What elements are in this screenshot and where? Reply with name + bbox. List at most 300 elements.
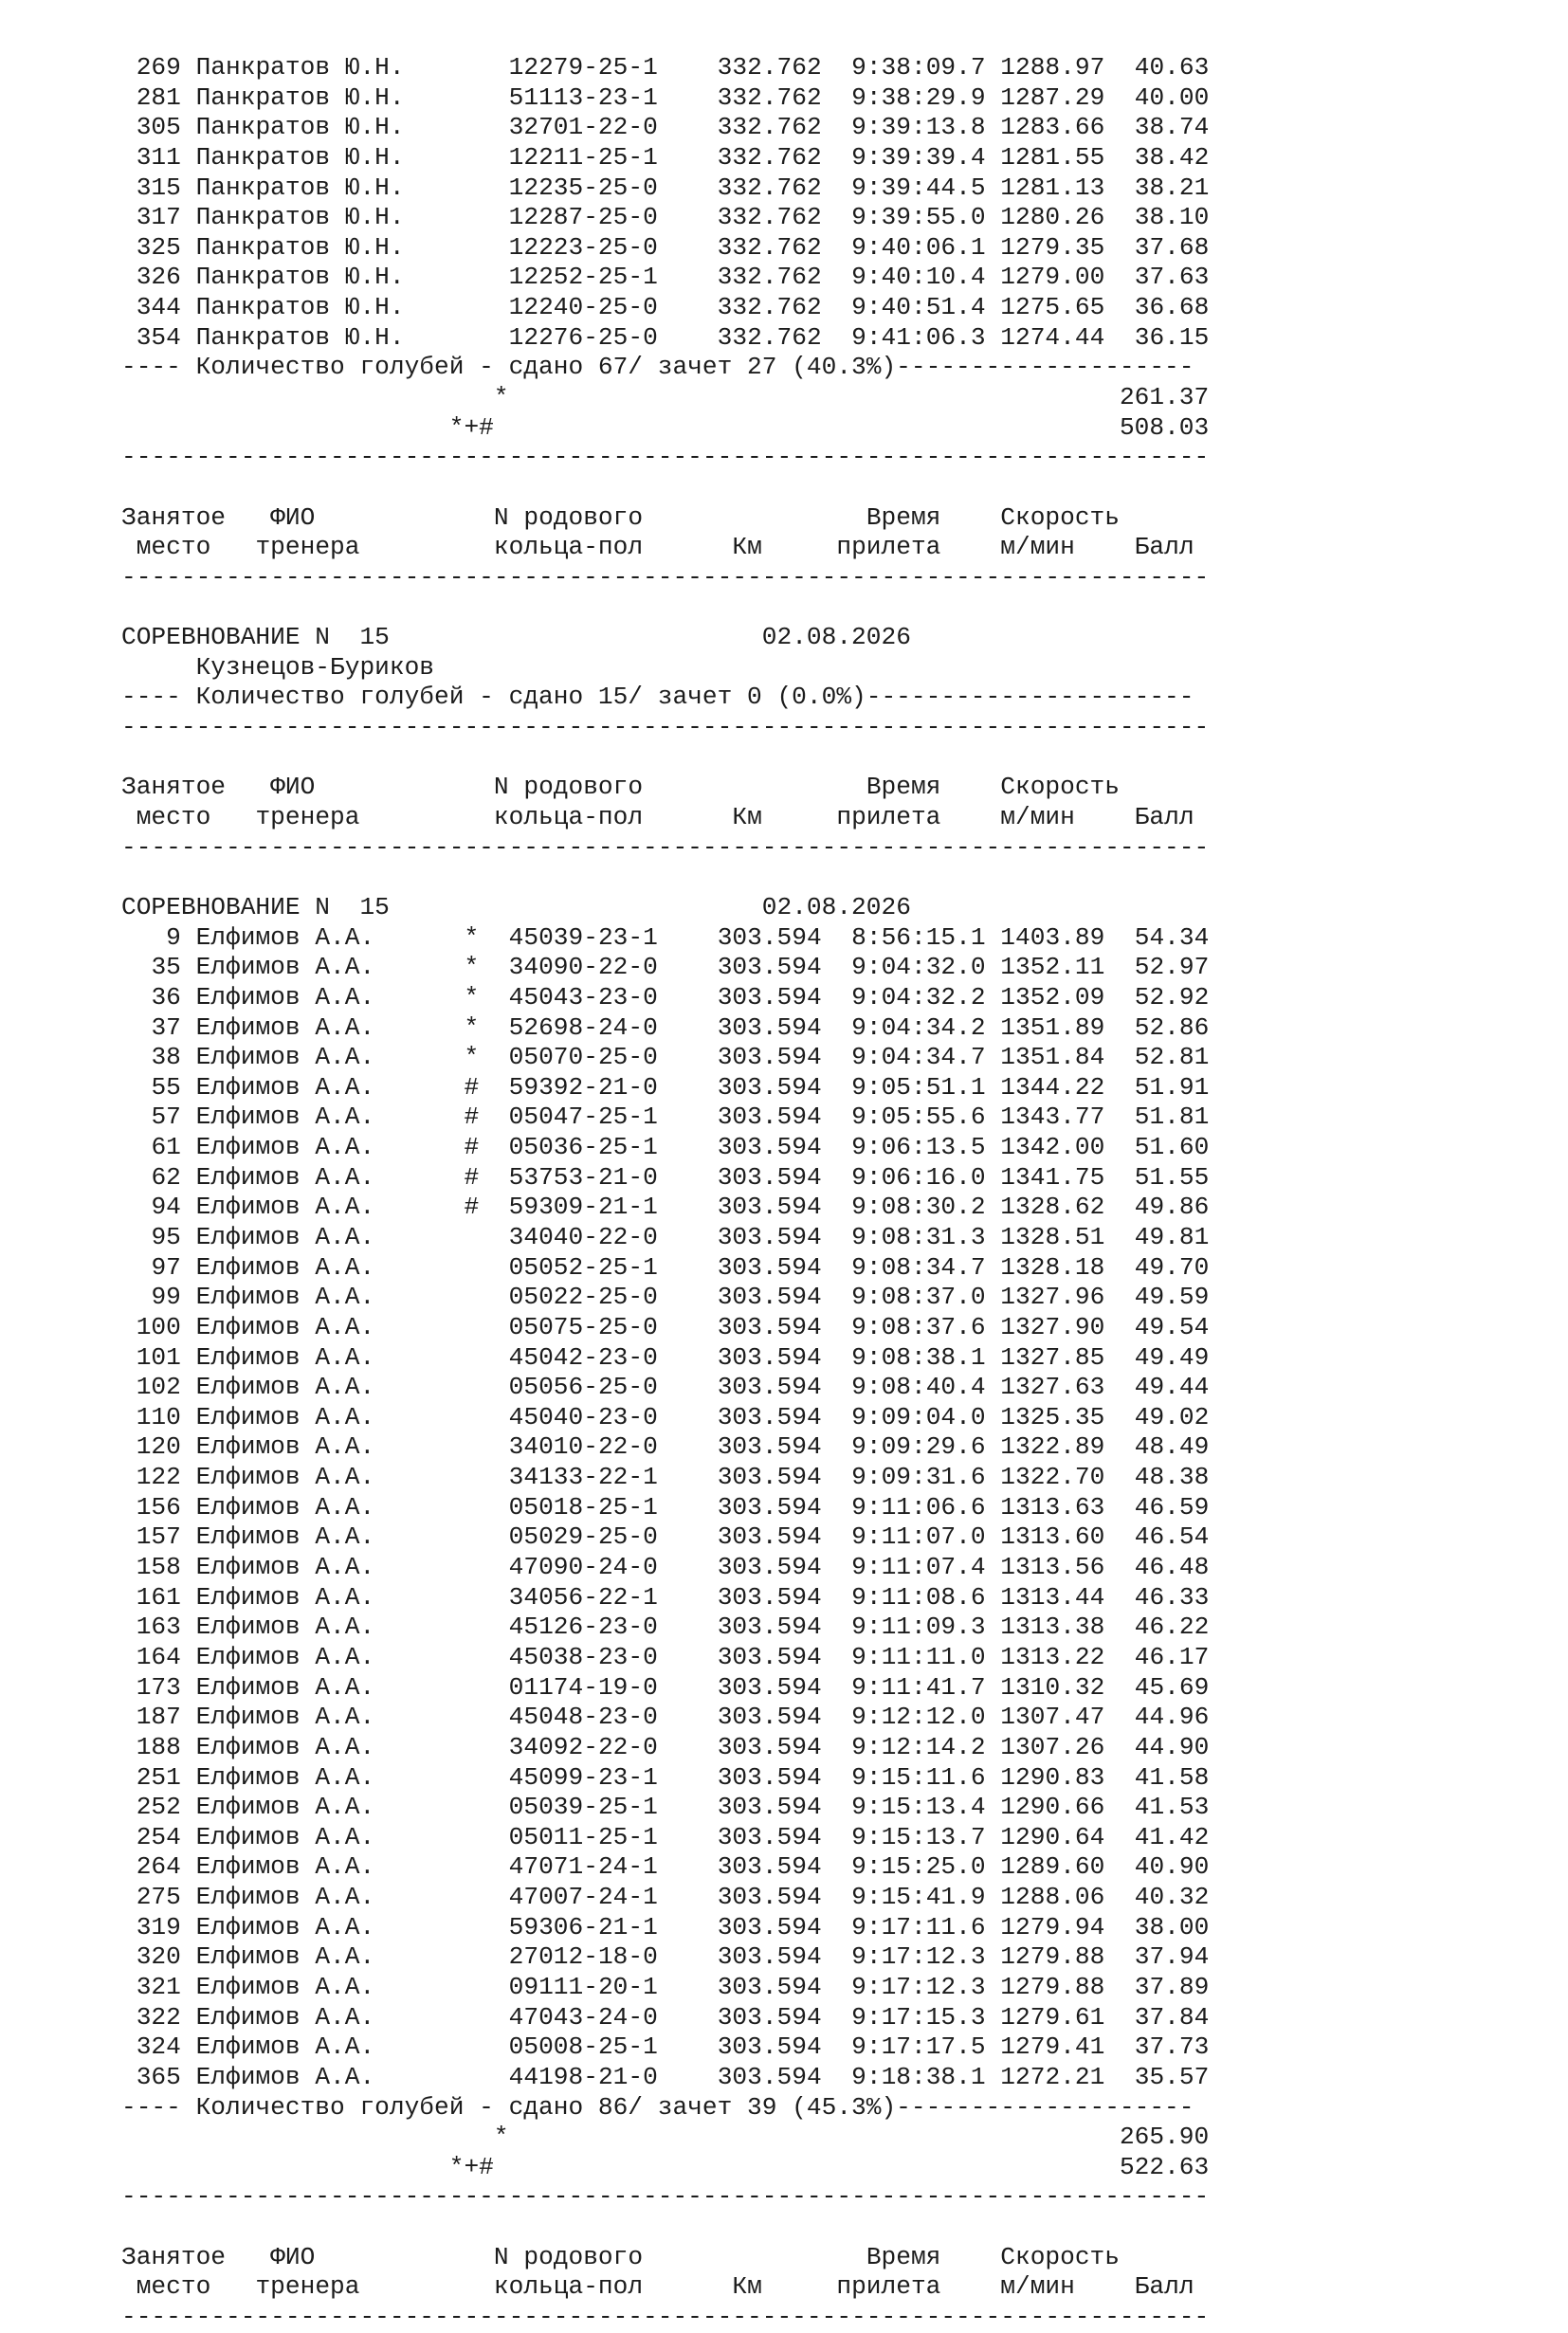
table-row [121, 1793, 1209, 1823]
time-cell: 9:40:51.4 [851, 293, 986, 322]
place-cell: 158 [136, 1553, 181, 1582]
time-cell: 9:40:06.1 [851, 232, 986, 262]
summary-count: ---- Количество голубей - сдано 67/ зачет 27 (40.3%)-------------------- [121, 353, 1194, 382]
hdr-fio: ФИО [270, 773, 316, 802]
score-cell: 38.74 [1134, 113, 1210, 142]
table-row [121, 1703, 1209, 1733]
table-row [121, 1823, 1209, 1853]
place-cell: 317 [136, 203, 181, 232]
place-cell: 275 [136, 1883, 181, 1912]
place-cell: 164 [136, 1642, 181, 1671]
km-cell: 303.594 [717, 1373, 822, 1402]
score-cell: 49.49 [1134, 1342, 1210, 1372]
ring-cell: 05075-25-0 [508, 1312, 658, 1341]
time-cell: 9:11:11.0 [851, 1642, 986, 1671]
table-row [121, 1493, 1209, 1523]
time-cell: 9:05:51.1 [851, 1072, 986, 1102]
score-cell: 49.54 [1134, 1312, 1210, 1341]
place-cell: 120 [136, 1432, 181, 1462]
table-row [121, 53, 1209, 83]
place-cell: 95 [151, 1222, 181, 1251]
time-cell: 9:15:13.4 [851, 1793, 986, 1822]
speed-cell: 1313.56 [1000, 1553, 1105, 1582]
table-row [121, 263, 1209, 293]
place-cell: 57 [151, 1103, 181, 1132]
place-cell: 281 [136, 82, 181, 112]
km-cell: 332.762 [717, 142, 822, 172]
total-label: *+# [448, 2152, 494, 2181]
total-line [121, 383, 1209, 413]
trainer-cell: Елфимов А.А. [195, 1672, 375, 1702]
speed-cell: 1279.41 [1000, 2032, 1105, 2062]
km-cell: 303.594 [717, 1283, 822, 1312]
total-value: 522.63 [1119, 2152, 1210, 2181]
table-row [121, 83, 1209, 114]
hdr-ring: кольца-пол [493, 2272, 644, 2302]
place-cell: 326 [136, 263, 181, 292]
score-cell: 41.53 [1134, 1793, 1210, 1822]
score-cell: 44.96 [1134, 1703, 1210, 1732]
competition-title [121, 623, 1209, 653]
speed-cell: 1279.35 [1000, 232, 1105, 262]
score-cell: 40.63 [1134, 53, 1210, 82]
speed-cell: 1328.51 [1000, 1222, 1105, 1251]
table-row [121, 1432, 1209, 1463]
mark-cell: # [464, 1103, 480, 1132]
ring-cell: 45043-23-0 [508, 982, 658, 1012]
trainer-cell: Панкратов Ю.Н. [195, 232, 405, 262]
hdr-km: Км [732, 2272, 762, 2302]
trainer-cell: Елфимов А.А. [195, 1852, 375, 1882]
hdr-score: Балл [1134, 803, 1194, 832]
km-cell: 332.762 [717, 113, 822, 142]
table-row [121, 233, 1209, 264]
ring-cell: 05052-25-1 [508, 1252, 658, 1282]
hdr-time: прилета [836, 803, 941, 832]
trainer-cell: Елфимов А.А. [195, 1642, 375, 1671]
trainer-cell: Елфимов А.А. [195, 1553, 375, 1582]
speed-cell: 1274.44 [1000, 322, 1105, 352]
trainer-cell: Панкратов Ю.Н. [195, 293, 405, 322]
total-value: 261.37 [1119, 383, 1210, 412]
blank-line [121, 473, 1209, 503]
mark-cell: * [464, 953, 480, 982]
table-row [121, 923, 1209, 954]
trainer-cell: Панкратов Ю.Н. [195, 322, 405, 352]
speed-cell: 1322.70 [1000, 1463, 1105, 1492]
table-row [121, 1613, 1209, 1643]
speed-cell: 1327.90 [1000, 1312, 1105, 1341]
ring-cell: 52698-24-0 [508, 1012, 658, 1042]
time-cell: 9:08:30.2 [851, 1193, 986, 1222]
score-cell: 52.92 [1134, 982, 1210, 1012]
trainer-cell: Елфимов А.А. [195, 1193, 375, 1222]
km-cell: 303.594 [717, 922, 822, 952]
km-cell: 303.594 [717, 1312, 822, 1341]
trainer-cell: Елфимов А.А. [195, 1463, 375, 1492]
km-cell: 303.594 [717, 2002, 822, 2032]
hdr-ring: кольца-пол [493, 803, 644, 832]
ring-cell: 53753-21-0 [508, 1162, 658, 1192]
speed-cell: 1327.63 [1000, 1373, 1105, 1402]
separator: ------------------------------------------------------------------------- [121, 713, 1210, 742]
km-cell: 303.594 [717, 1912, 822, 1941]
score-cell: 35.57 [1134, 2062, 1210, 2091]
speed-cell: 1351.89 [1000, 1012, 1105, 1042]
time-cell: 9:39:44.5 [851, 173, 986, 202]
time-cell: 9:17:11.6 [851, 1912, 986, 1941]
time-cell: 9:40:10.4 [851, 263, 986, 292]
table-row [121, 1522, 1209, 1553]
score-cell: 37.63 [1134, 263, 1210, 292]
table-row [121, 1133, 1209, 1163]
table-row [121, 1043, 1209, 1073]
time-cell: 9:39:39.4 [851, 142, 986, 172]
trainer-cell: Елфимов А.А. [195, 1703, 375, 1732]
time-cell: 9:38:29.9 [851, 82, 986, 112]
score-cell: 44.90 [1134, 1732, 1210, 1761]
speed-cell: 1322.89 [1000, 1432, 1105, 1462]
hdr-place: Занятое [121, 502, 227, 532]
table-row [121, 1253, 1209, 1284]
ring-cell: 12287-25-0 [508, 203, 658, 232]
separator: ------------------------------------------------------------------------- [121, 2303, 1210, 2332]
place-cell: 157 [136, 1522, 181, 1552]
hdr-place: место [136, 533, 211, 562]
place-cell: 365 [136, 2062, 181, 2091]
speed-cell: 1283.66 [1000, 113, 1105, 142]
time-cell: 9:08:38.1 [851, 1342, 986, 1372]
score-cell: 51.81 [1134, 1103, 1210, 1132]
speed-cell: 1275.65 [1000, 293, 1105, 322]
score-cell: 37.89 [1134, 1973, 1210, 2001]
team-name [121, 653, 1209, 683]
trainer-cell: Елфимов А.А. [195, 1492, 375, 1522]
km-cell: 303.594 [717, 1342, 822, 1372]
km-cell: 303.594 [717, 1732, 822, 1761]
ring-cell: 12235-25-0 [508, 173, 658, 202]
trainer-cell: Панкратов Ю.Н. [195, 263, 405, 292]
speed-cell: 1343.77 [1000, 1103, 1105, 1132]
km-cell: 303.594 [717, 1613, 822, 1642]
trainer-cell: Панкратов Ю.Н. [195, 113, 405, 142]
speed-cell: 1341.75 [1000, 1162, 1105, 1192]
trainer-cell: Елфимов А.А. [195, 1252, 375, 1282]
time-cell: 9:09:31.6 [851, 1463, 986, 1492]
place-cell: 35 [151, 953, 181, 982]
time-cell: 9:12:14.2 [851, 1732, 986, 1761]
place-cell: 324 [136, 2032, 181, 2062]
km-cell: 303.594 [717, 1252, 822, 1282]
mark-cell: # [464, 1072, 480, 1102]
speed-cell: 1279.61 [1000, 2002, 1105, 2032]
score-cell: 49.81 [1134, 1222, 1210, 1251]
trainer-cell: Елфимов А.А. [195, 1613, 375, 1642]
ring-cell: 45038-23-0 [508, 1642, 658, 1671]
speed-cell: 1328.62 [1000, 1193, 1105, 1222]
hdr-fio: тренера [255, 803, 360, 832]
place-cell: 61 [151, 1133, 181, 1162]
trainer-cell: Елфимов А.А. [195, 1883, 375, 1912]
summary-line [121, 2093, 1209, 2123]
speed-cell: 1272.21 [1000, 2062, 1105, 2091]
time-cell: 9:39:55.0 [851, 203, 986, 232]
hdr-time: прилета [836, 533, 941, 562]
table-row [121, 1913, 1209, 1943]
km-cell: 303.594 [717, 1103, 822, 1132]
place-cell: 36 [151, 982, 181, 1012]
trainer-cell: Елфимов А.А. [195, 2002, 375, 2032]
km-cell: 303.594 [717, 1072, 822, 1102]
table-row [121, 2003, 1209, 2033]
table-row [121, 1852, 1209, 1883]
place-cell: 173 [136, 1672, 181, 1702]
trainer-cell: Елфимов А.А. [195, 2062, 375, 2091]
score-cell: 46.22 [1134, 1613, 1210, 1642]
score-cell: 45.69 [1134, 1672, 1210, 1702]
time-cell: 9:18:38.1 [851, 2062, 986, 2091]
team-name-text: Кузнецов-Буриков [195, 652, 435, 682]
mark-cell: * [464, 922, 480, 952]
mark-cell: # [464, 1193, 480, 1222]
hdr-ring: N родового [493, 773, 644, 802]
score-cell: 49.59 [1134, 1283, 1210, 1312]
trainer-cell: Елфимов А.А. [195, 1133, 375, 1162]
column-header-1 [121, 2243, 1209, 2273]
km-cell: 303.594 [717, 1703, 822, 1732]
speed-cell: 1403.89 [1000, 922, 1105, 952]
km-cell: 303.594 [717, 1942, 822, 1972]
hdr-score: Балл [1134, 2272, 1194, 2302]
trainer-cell: Елфимов А.А. [195, 922, 375, 952]
table-row [121, 1223, 1209, 1253]
ring-cell: 05029-25-0 [508, 1522, 658, 1552]
score-cell: 37.73 [1134, 2032, 1210, 2062]
table-row [121, 1283, 1209, 1313]
hdr-fio: ФИО [270, 2242, 316, 2271]
separator-line [121, 713, 1209, 743]
ring-cell: 05039-25-1 [508, 1793, 658, 1822]
km-cell: 303.594 [717, 1522, 822, 1552]
trainer-cell: Елфимов А.А. [195, 1162, 375, 1192]
separator-line [121, 563, 1209, 593]
km-cell: 332.762 [717, 53, 822, 82]
score-cell: 52.81 [1134, 1043, 1210, 1072]
hdr-speed: м/мин [1000, 533, 1075, 562]
table-row [121, 1973, 1209, 2003]
km-cell: 303.594 [717, 2032, 822, 2062]
trainer-cell: Елфимов А.А. [195, 2032, 375, 2062]
time-cell: 9:06:13.5 [851, 1133, 986, 1162]
mark-cell: * [464, 982, 480, 1012]
score-cell: 46.59 [1134, 1492, 1210, 1522]
ring-cell: 12276-25-0 [508, 322, 658, 352]
time-cell: 9:06:16.0 [851, 1162, 986, 1192]
ring-cell: 12211-25-1 [508, 142, 658, 172]
place-cell: 9 [166, 922, 181, 952]
table-row [121, 953, 1209, 983]
ring-cell: 45099-23-1 [508, 1762, 658, 1792]
total-line [121, 413, 1209, 444]
ring-cell: 34010-22-0 [508, 1432, 658, 1462]
table-row [121, 1942, 1209, 1973]
place-cell: 99 [151, 1283, 181, 1312]
place-cell: 102 [136, 1373, 181, 1402]
score-cell: 40.90 [1134, 1852, 1210, 1882]
table-row [121, 1463, 1209, 1493]
km-cell: 303.594 [717, 1432, 822, 1462]
score-cell: 46.17 [1134, 1642, 1210, 1671]
column-header-2 [121, 2272, 1209, 2303]
score-cell: 52.97 [1134, 953, 1210, 982]
column-header-1 [121, 773, 1209, 803]
trainer-cell: Елфимов А.А. [195, 1072, 375, 1102]
total-value: 508.03 [1119, 412, 1210, 442]
ring-cell: 45039-23-1 [508, 922, 658, 952]
speed-cell: 1290.83 [1000, 1762, 1105, 1792]
table-row [121, 1643, 1209, 1673]
ring-cell: 45048-23-0 [508, 1703, 658, 1732]
competition-number: СОРЕВНОВАНИЕ N 15 [121, 892, 390, 921]
place-cell: 319 [136, 1912, 181, 1941]
time-cell: 9:09:29.6 [851, 1432, 986, 1462]
score-cell: 46.33 [1134, 1582, 1210, 1612]
ring-cell: 27012-18-0 [508, 1942, 658, 1972]
total-line [121, 2123, 1209, 2153]
ring-cell: 12240-25-0 [508, 293, 658, 322]
speed-cell: 1279.88 [1000, 1942, 1105, 1972]
km-cell: 332.762 [717, 82, 822, 112]
speed-cell: 1279.00 [1000, 263, 1105, 292]
trainer-cell: Елфимов А.А. [195, 1312, 375, 1341]
place-cell: 264 [136, 1852, 181, 1882]
time-cell: 9:04:32.0 [851, 953, 986, 982]
hdr-place: Занятое [121, 773, 227, 802]
place-cell: 320 [136, 1942, 181, 1972]
km-cell: 332.762 [717, 263, 822, 292]
speed-cell: 1344.22 [1000, 1072, 1105, 1102]
hdr-fio: ФИО [270, 502, 316, 532]
place-cell: 156 [136, 1492, 181, 1522]
competition-title [121, 893, 1209, 923]
hdr-time: Время [866, 773, 941, 802]
ring-cell: 34133-22-1 [508, 1463, 658, 1492]
speed-cell: 1351.84 [1000, 1043, 1105, 1072]
hdr-time: прилета [836, 2272, 941, 2302]
place-cell: 321 [136, 1973, 181, 2001]
speed-cell: 1325.35 [1000, 1402, 1105, 1431]
trainer-cell: Елфимов А.А. [195, 1373, 375, 1402]
ring-cell: 32701-22-0 [508, 113, 658, 142]
score-cell: 36.15 [1134, 322, 1210, 352]
place-cell: 305 [136, 113, 181, 142]
trainer-cell: Елфимов А.А. [195, 1043, 375, 1072]
ring-cell: 01174-19-0 [508, 1672, 658, 1702]
ring-cell: 59309-21-1 [508, 1193, 658, 1222]
hdr-speed: Скорость [1000, 773, 1120, 802]
trainer-cell: Елфимов А.А. [195, 1793, 375, 1822]
ring-cell: 47090-24-0 [508, 1553, 658, 1582]
time-cell: 9:11:08.6 [851, 1582, 986, 1612]
speed-cell: 1327.85 [1000, 1342, 1105, 1372]
place-cell: 122 [136, 1463, 181, 1492]
km-cell: 332.762 [717, 322, 822, 352]
table-row [121, 173, 1209, 204]
trainer-cell: Елфимов А.А. [195, 1283, 375, 1312]
place-cell: 94 [151, 1193, 181, 1222]
table-row [121, 1103, 1209, 1133]
place-cell: 325 [136, 232, 181, 262]
hdr-km: Км [732, 803, 762, 832]
place-cell: 315 [136, 173, 181, 202]
score-cell: 37.68 [1134, 232, 1210, 262]
time-cell: 9:04:34.2 [851, 1012, 986, 1042]
table-row [121, 1883, 1209, 1913]
ring-cell: 05056-25-0 [508, 1373, 658, 1402]
total-line [121, 2153, 1209, 2183]
score-cell: 48.38 [1134, 1463, 1210, 1492]
score-cell: 46.48 [1134, 1553, 1210, 1582]
blank-line [121, 863, 1209, 893]
place-cell: 161 [136, 1582, 181, 1612]
score-cell: 51.55 [1134, 1162, 1210, 1192]
score-cell: 41.42 [1134, 1822, 1210, 1851]
km-cell: 332.762 [717, 173, 822, 202]
speed-cell: 1313.44 [1000, 1582, 1105, 1612]
speed-cell: 1288.06 [1000, 1883, 1105, 1912]
ring-cell: 47007-24-1 [508, 1883, 658, 1912]
table-row [121, 1313, 1209, 1343]
km-cell: 303.594 [717, 1642, 822, 1671]
time-cell: 9:15:25.0 [851, 1852, 986, 1882]
competition-date: 02.08.2026 [761, 892, 911, 921]
ring-cell: 34056-22-1 [508, 1582, 658, 1612]
score-cell: 48.49 [1134, 1432, 1210, 1462]
place-cell: 100 [136, 1312, 181, 1341]
trainer-cell: Елфимов А.А. [195, 1522, 375, 1552]
time-cell: 9:11:07.4 [851, 1553, 986, 1582]
place-cell: 97 [151, 1252, 181, 1282]
hdr-km: Км [732, 533, 762, 562]
trainer-cell: Елфимов А.А. [195, 1912, 375, 1941]
table-row [121, 1193, 1209, 1223]
place-cell: 37 [151, 1012, 181, 1042]
score-cell: 46.54 [1134, 1522, 1210, 1552]
speed-cell: 1281.13 [1000, 173, 1105, 202]
table-row [121, 1673, 1209, 1704]
trainer-cell: Панкратов Ю.Н. [195, 173, 405, 202]
score-cell: 51.60 [1134, 1133, 1210, 1162]
competition-date: 02.08.2026 [761, 623, 911, 652]
trainer-cell: Елфимов А.А. [195, 1432, 375, 1462]
km-cell: 303.594 [717, 1582, 822, 1612]
separator-line [121, 833, 1209, 864]
score-cell: 40.00 [1134, 82, 1210, 112]
time-cell: 9:04:32.2 [851, 982, 986, 1012]
score-cell: 51.91 [1134, 1072, 1210, 1102]
ring-cell: 47071-24-1 [508, 1852, 658, 1882]
ring-cell: 34092-22-0 [508, 1732, 658, 1761]
table-row [121, 1763, 1209, 1794]
speed-cell: 1310.32 [1000, 1672, 1105, 1702]
hdr-ring: кольца-пол [493, 533, 644, 562]
trainer-cell: Елфимов А.А. [195, 982, 375, 1012]
score-cell: 40.32 [1134, 1883, 1210, 1912]
place-cell: 101 [136, 1342, 181, 1372]
score-cell: 49.02 [1134, 1402, 1210, 1431]
time-cell: 9:08:37.6 [851, 1312, 986, 1341]
table-row [121, 1733, 1209, 1763]
